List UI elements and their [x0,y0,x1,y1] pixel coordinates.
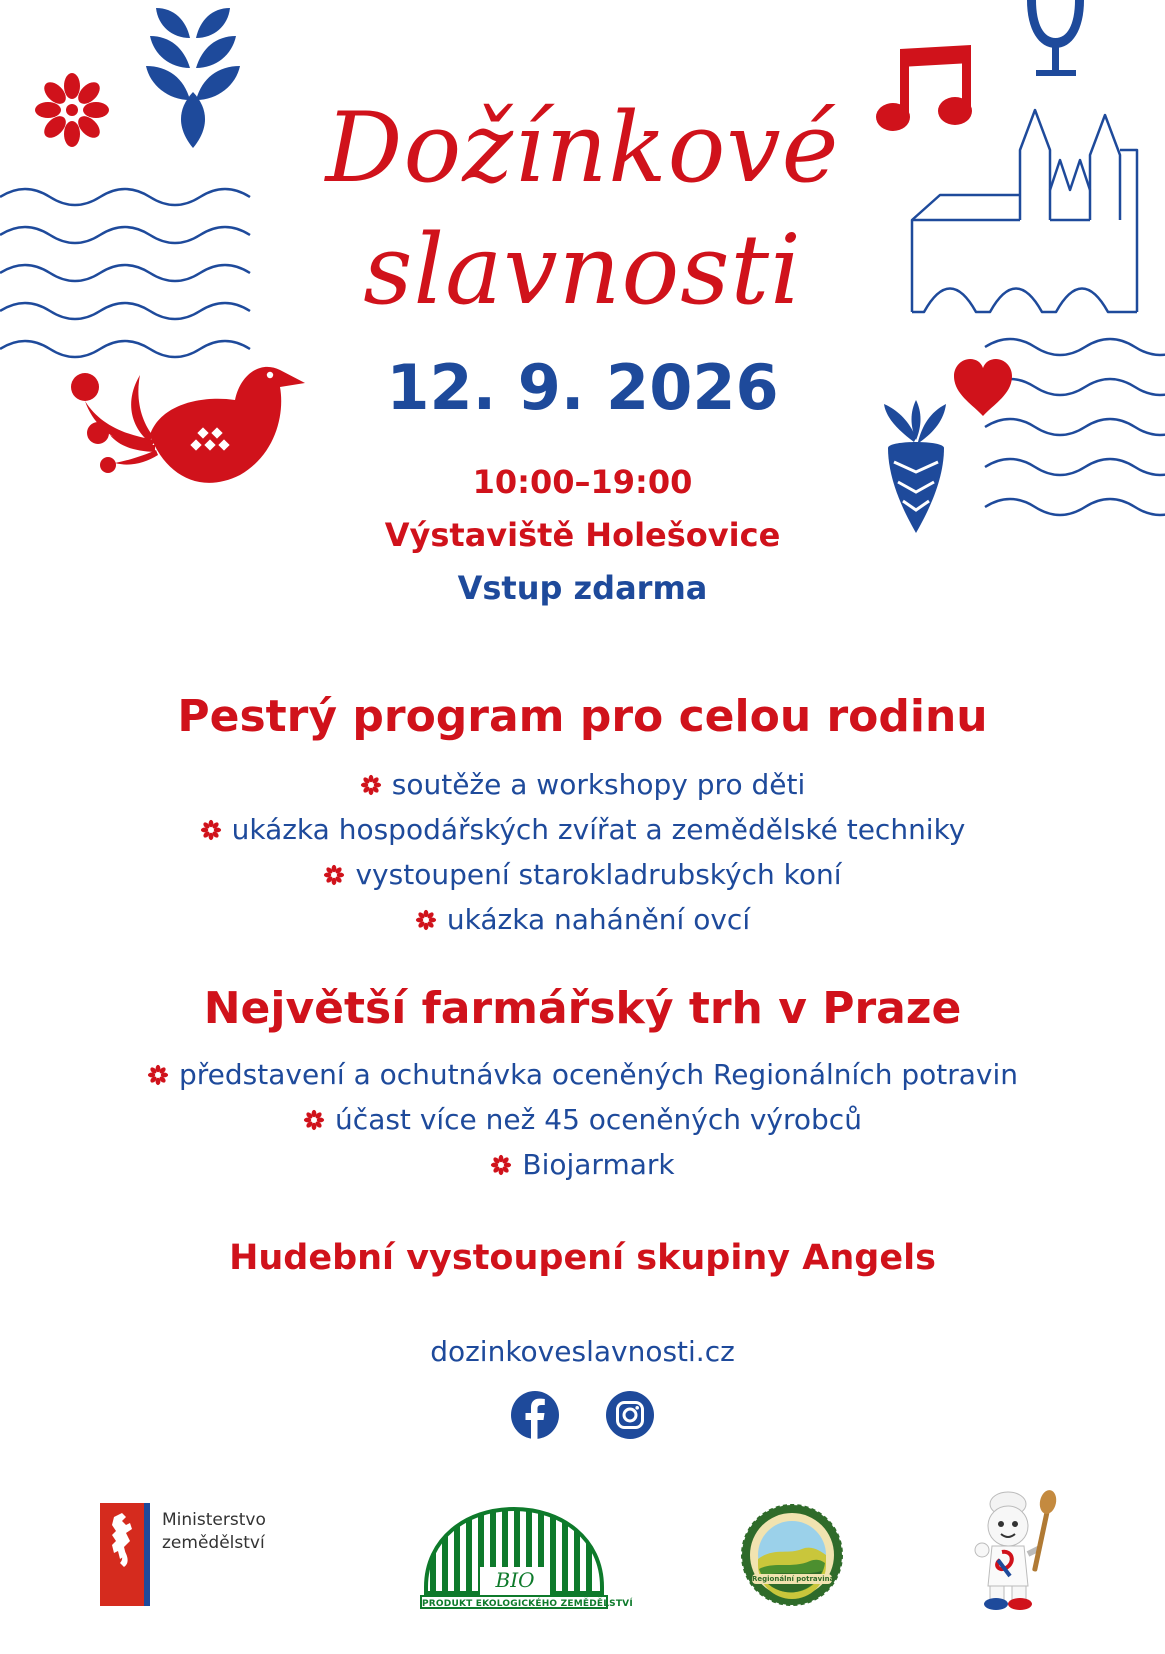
list-item [0,807,1165,852]
list-item [0,852,1165,897]
event-entry: Vstup zdarma [457,569,708,607]
list-item-text: ukázka nahánění ovcí [446,903,751,936]
list-item-text: soutěže a workshopy pro děti [391,768,806,801]
event-time: 10:00–19:00 [472,463,693,501]
event-venue: Výstaviště Holešovice [384,516,781,554]
website-link[interactable]: dozinkoveslavnosti.cz [430,1335,735,1368]
event-title-line1: Dožínkové [325,92,840,204]
list-item-text: představení a ochutnávka oceněných Regionálních potravin [178,1058,1018,1091]
flower-bullet-icon [490,1154,512,1176]
regional-food-logo [740,1503,844,1607]
wine-glass-icon [1022,0,1092,80]
program-list [0,762,1165,942]
event-date: 12. 9. 2026 [386,351,779,424]
flower-bullet-icon [200,819,222,841]
list-item [0,1142,1165,1187]
chef-mascot-icon [968,1488,1060,1612]
list-item [0,897,1165,942]
flower-bullet-icon [323,864,345,886]
ministry-logo [100,1503,300,1606]
regional-food-label: Regionální potravina [752,1575,835,1583]
list-item [0,762,1165,807]
flower-bullet-icon [415,909,437,931]
flower-bullet-icon [360,774,382,796]
regional-food-seal-icon [740,1503,844,1607]
ministry-name-line1: Ministerstvo [162,1510,266,1530]
list-item [0,1097,1165,1142]
ministry-name-line2: zemědělství [162,1533,265,1553]
list-item-text: ukázka hospodářských zvířat a zemědělské techniky [231,813,966,846]
music-heading: Hudební vystoupení skupiny Angels [229,1238,936,1278]
flower-bullet-icon [303,1109,325,1131]
bio-logo [420,1505,633,1609]
instagram-icon[interactable] [605,1390,655,1440]
list-item [0,1052,1165,1097]
list-item-text: Biojarmark [522,1148,675,1181]
event-title-line2: slavnosti [363,214,802,326]
market-list [0,1052,1165,1187]
czech-lion-emblem-icon [100,1503,150,1606]
flower-bullet-icon [147,1064,169,1086]
program-heading: Pestrý program pro celou rodinu [177,691,988,742]
bio-label: PRODUKT EKOLOGICKÉHO ZEMĚDĚLSTVÍ [420,1595,608,1609]
facebook-icon[interactable] [510,1390,560,1440]
list-item-text: účast více než 45 oceněných výrobců [335,1103,862,1136]
bio-script: BIO [495,1568,535,1592]
list-item-text: vystoupení starokladrubských koní [355,858,842,891]
market-heading: Největší farmářský trh v Praze [203,983,962,1034]
